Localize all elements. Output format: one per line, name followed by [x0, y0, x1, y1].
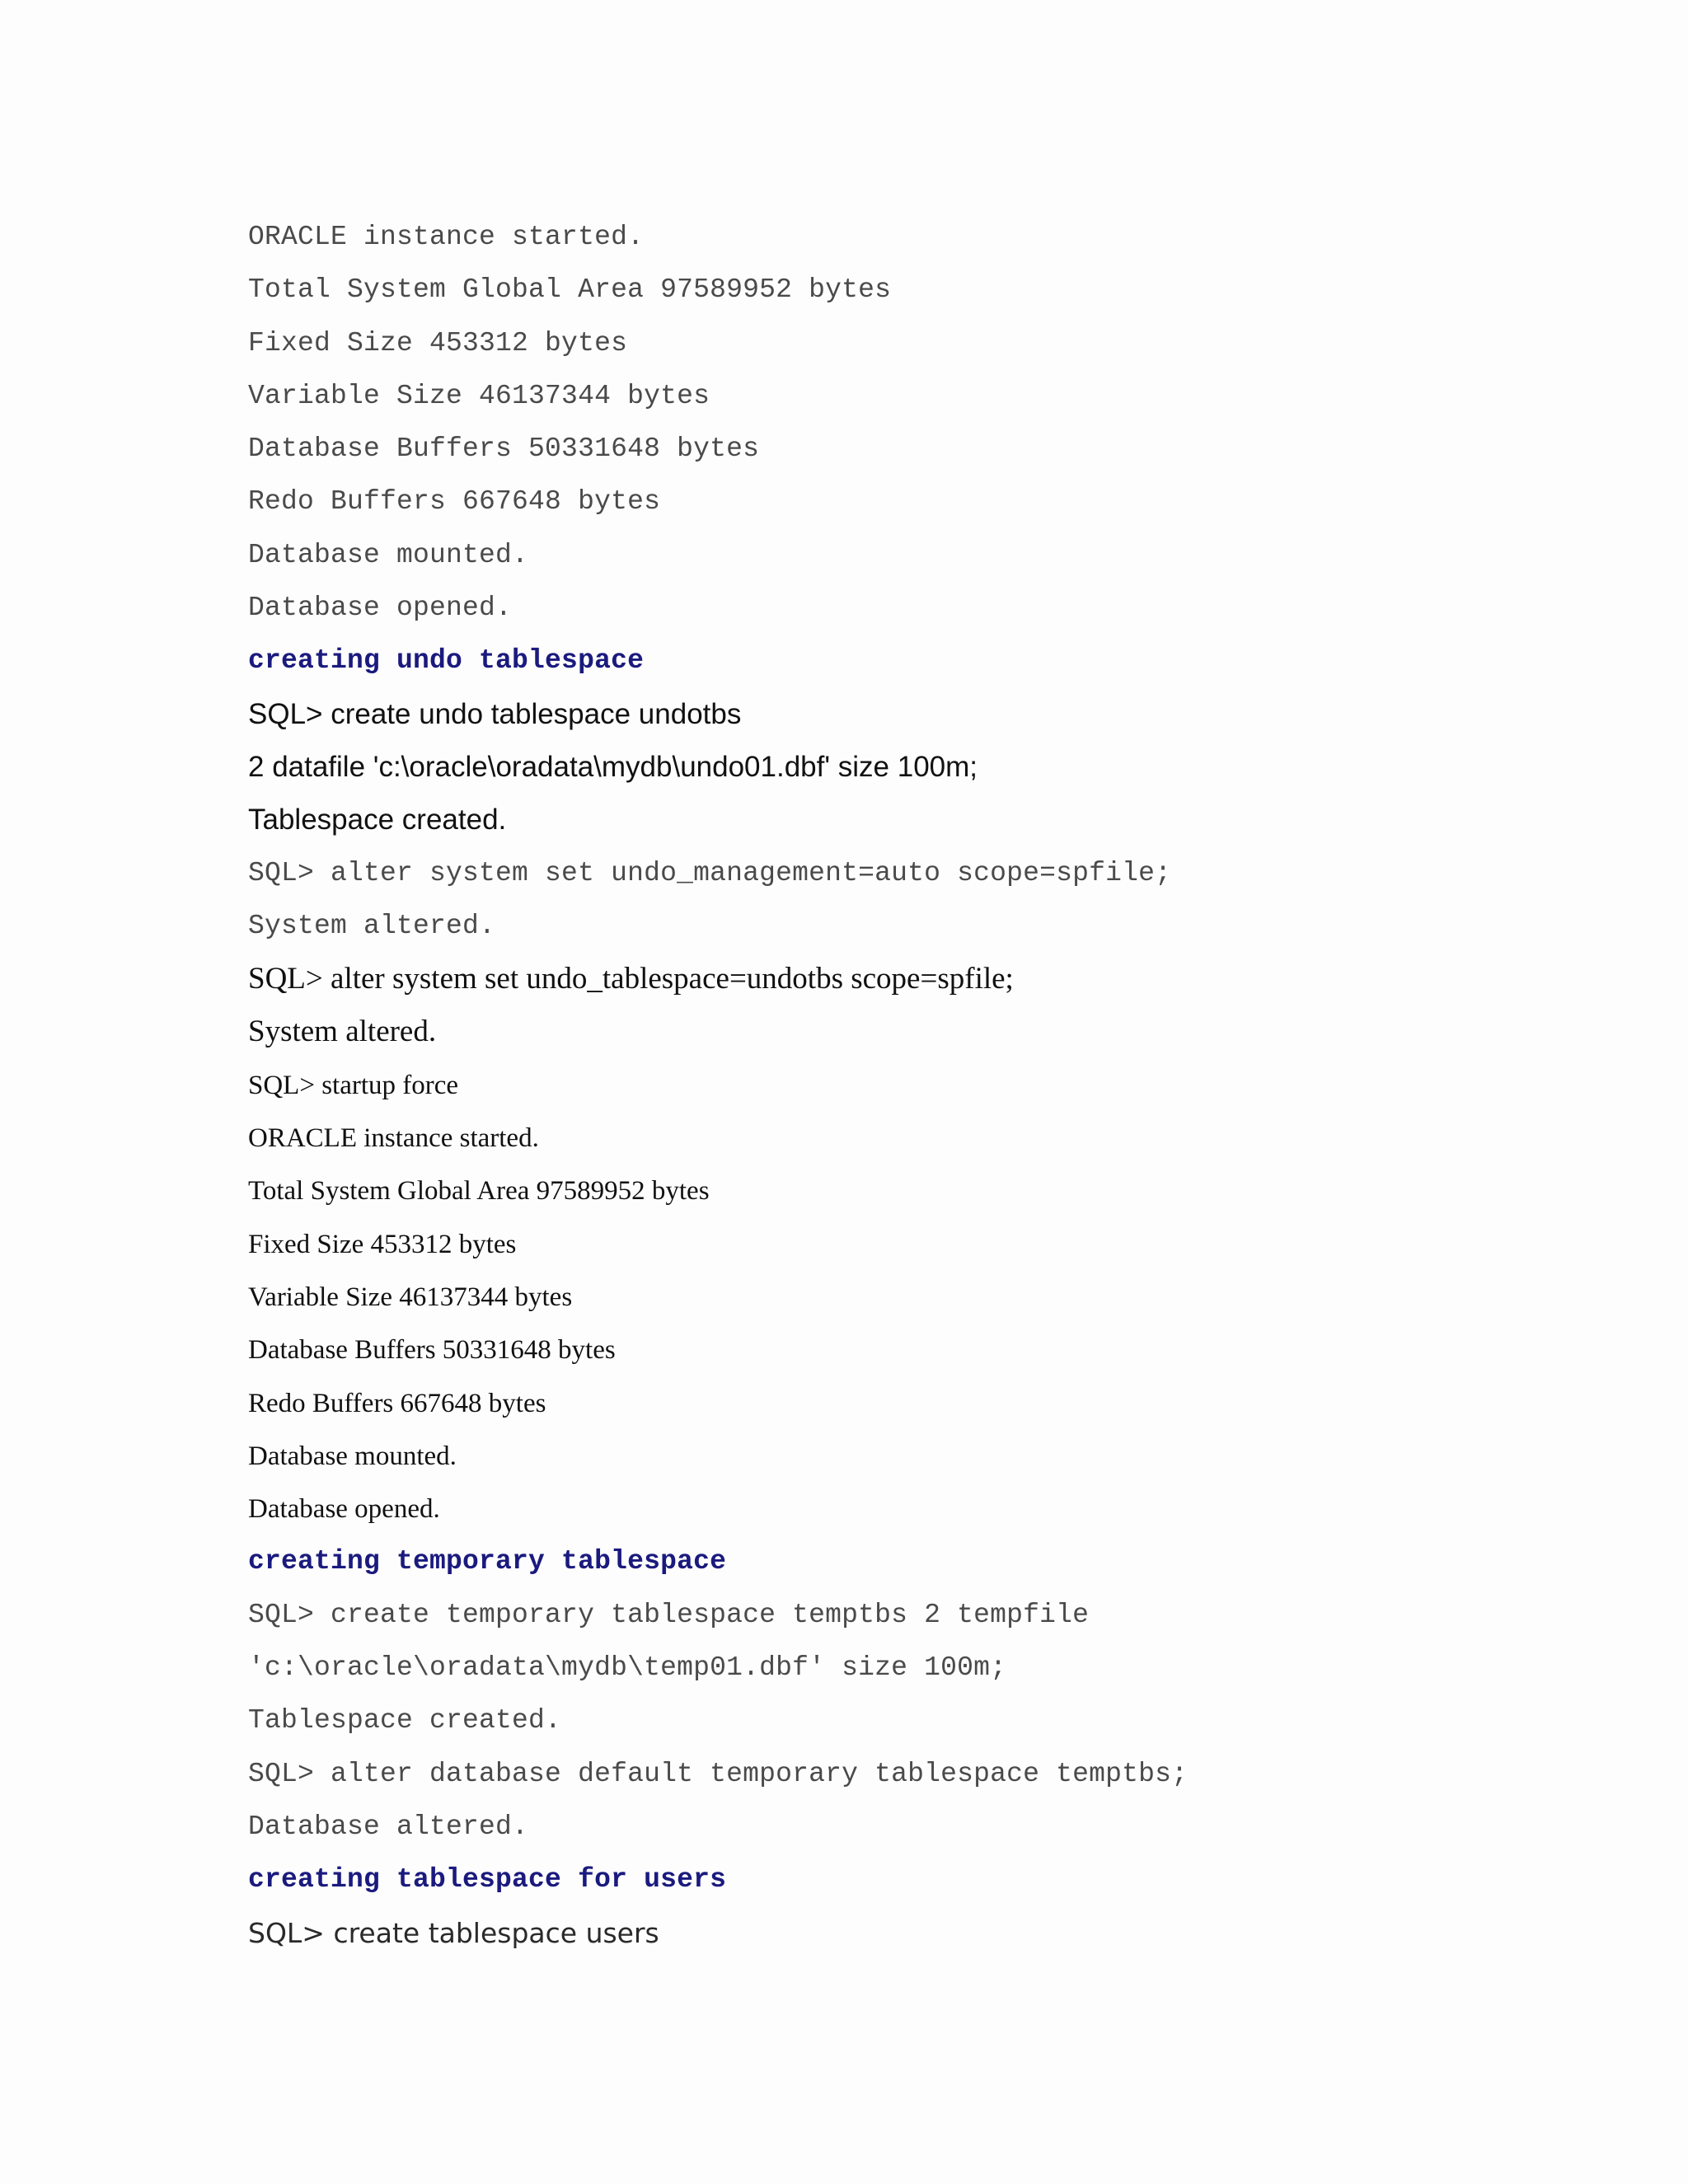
section-heading: creating undo tablespace [248, 645, 645, 677]
document-content [248, 211, 1608, 1960]
output-line: Tablespace created. [248, 804, 507, 837]
output-line: ORACLE instance started. [248, 222, 645, 252]
output-line: Database altered. [248, 1811, 529, 1842]
output-line: ORACLE instance started. [248, 1123, 539, 1154]
output-line: Database Buffers 50331648 bytes [248, 1335, 616, 1366]
sql-command-line: SQL> alter system set undo_management=auto scope=spfile; [248, 857, 1172, 888]
output-line: Database opened. [248, 1494, 440, 1525]
sql-command-line: SQL> alter database default temporary tablespace temptbs; [248, 1758, 1189, 1789]
sql-command-line: SQL> create tablespace users [248, 1916, 659, 1949]
output-line: Database mounted. [248, 1441, 457, 1471]
sql-command-line: SQL> create temporary tablespace temptbs 2 tempfile [248, 1599, 1090, 1630]
output-line: Total System Global Area 97589952 bytes [248, 1176, 710, 1207]
output-line: System altered. [248, 1015, 437, 1049]
output-line: Total System Global Area 97589952 bytes [248, 274, 892, 306]
output-line: Fixed Size 453312 bytes [248, 327, 628, 359]
output-line: System altered. [248, 910, 496, 941]
output-line: Fixed Size 453312 bytes [248, 1229, 517, 1259]
output-line: Redo Buffers 667648 bytes [248, 1388, 546, 1418]
output-line: Tablespace created. [248, 1705, 562, 1736]
sql-command-line: SQL> alter system set undo_tablespace=undotbs scope=spfile; [248, 962, 1014, 996]
output-line: Database Buffers 50331648 bytes [248, 434, 760, 465]
section-heading: creating temporary tablespace [248, 1546, 727, 1577]
sql-command-line: 'c:\oracle\oradata\mydb\temp01.dbf' size 100m; [248, 1652, 1007, 1684]
output-line: Variable Size 46137344 bytes [248, 1282, 573, 1312]
output-line: Redo Buffers 667648 bytes [248, 486, 661, 518]
output-line: Database opened. [248, 593, 513, 624]
sql-command-line: SQL> startup force [248, 1070, 459, 1100]
section-heading: creating tablespace for users [248, 1864, 727, 1896]
output-line: Database mounted. [248, 539, 529, 570]
sql-command-line: SQL> create undo tablespace undotbs [248, 697, 742, 730]
output-line: Variable Size 46137344 bytes [248, 380, 710, 411]
sql-command-line: 2 datafile 'c:\oracle\oradata\mydb\undo01.dbf' size 100m; [248, 750, 978, 783]
